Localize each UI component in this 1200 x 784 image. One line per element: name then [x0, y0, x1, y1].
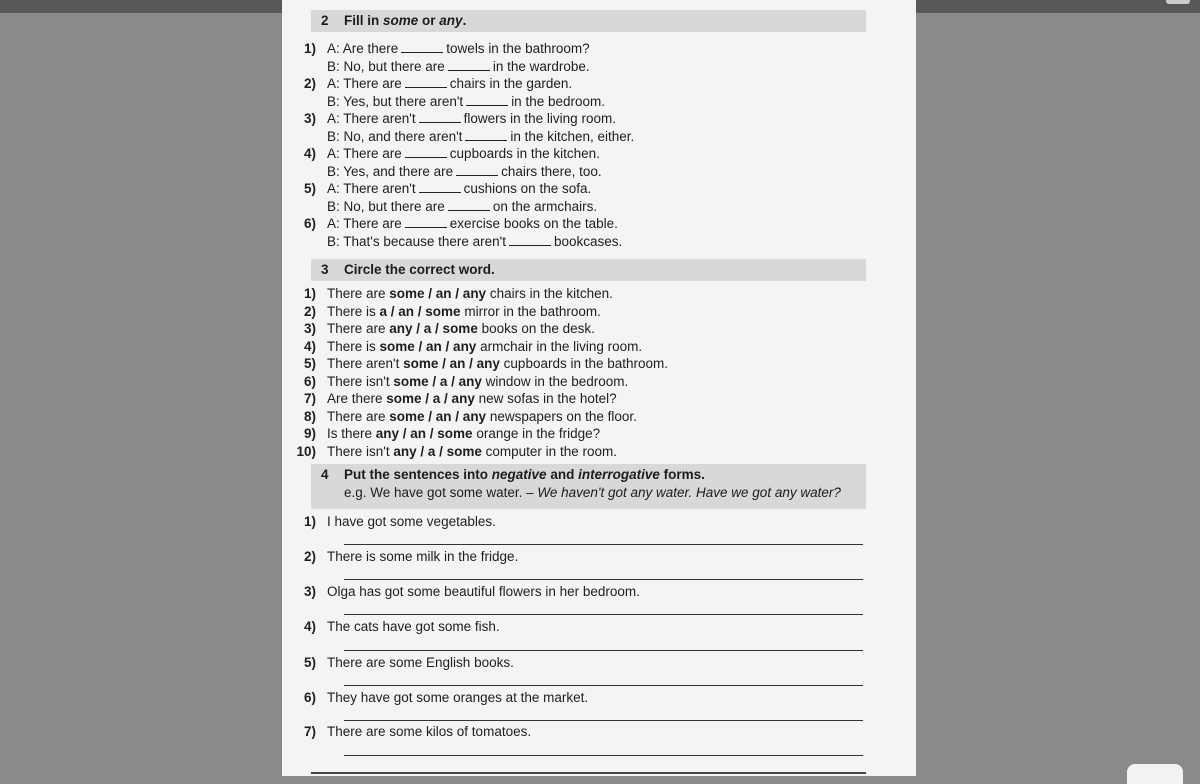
- section-4-example: e.g. We have got some water. – We haven't got any water. Have we got any water?: [344, 485, 841, 500]
- answer-line[interactable]: [344, 614, 863, 615]
- word-choice[interactable]: some / an / any: [389, 408, 487, 424]
- word-choice[interactable]: any / a / some: [389, 321, 478, 336]
- word-choice[interactable]: some / a / any: [393, 373, 482, 389]
- answer-line[interactable]: [344, 650, 863, 651]
- section-4-number: 4: [321, 467, 329, 482]
- answer-blank[interactable]: [448, 58, 490, 71]
- answer-blank[interactable]: [419, 180, 461, 193]
- answer-blank[interactable]: [509, 233, 551, 246]
- answer-blank[interactable]: [405, 215, 447, 228]
- section-2-number: 2: [321, 13, 329, 28]
- word-choice[interactable]: some / a / any: [386, 391, 475, 406]
- word-choice[interactable]: some / an / any: [389, 286, 487, 301]
- answer-blank[interactable]: [405, 75, 447, 88]
- section-3-header: [311, 259, 866, 281]
- section-4-title: Put the sentences into negative and interrogative forms.: [344, 467, 705, 482]
- section-2-title: Fill in some or any.: [344, 13, 467, 28]
- word-choice[interactable]: any / an / some: [375, 426, 473, 441]
- word-choice[interactable]: a / an / some: [379, 303, 461, 319]
- page-bottom-rule: [311, 772, 866, 774]
- word-choice[interactable]: any / a / some: [393, 443, 482, 459]
- answer-blank[interactable]: [401, 40, 443, 53]
- viewer-menu-button[interactable]: [1166, 0, 1190, 4]
- answer-blank[interactable]: [405, 145, 447, 158]
- section-2-header: [311, 10, 866, 32]
- answer-blank[interactable]: [465, 128, 507, 141]
- answer-line[interactable]: [344, 720, 863, 721]
- word-choice[interactable]: some / an / any: [403, 356, 500, 371]
- worksheet-page: 2 Fill in some or any. 1) A: Are there towels in the bathroom? B: No, but there are in the wardrobe. 2) A: There are chairs in the garden. B: Yes, but there aren't in the bedroom. 3) A: There aren't flowers in the living room. B: No, and there aren't in the kitchen, either. 4) A: There are cupboards in the kitchen. B: Yes, and there are chairs there, too. 5) A: There aren't cushions on the sofa. B: No, but there are on the armchairs. 6) A: There are exercise books on the table. B: That's because there aren't bookcases. 3 Circle the correct word. 1) There are some / an / any chairs in the kitchen. 2) There is a / an / some mirror in the bathroom. 3) There are any / a / some books on the desk. 4) There is some / an / any armchair in the living room. 5) There aren't some / an / any cupboards in the bathroom. 6) There isn't some / a / any window in the bedroom. 7) Are there some / a / any new sofas in the hotel? 8) There are some / an / any newspapers on the floor. 9) Is there any / an / some orange in the fridge? 10) There isn't any / a / some computer in the room. 4 Put the sentences into negative and interrogative forms. e.g. We have got some water. – We haven't got any water. Have we got any water? 1) I have got some vegetables. 2) There is some milk in the fridge. 3) Olga has got some beautiful flowers in her bedroom. 4) The cats have got some fish. 5) There are some English books. 6) They have got some oranges at the market. 7) There are some kilos of tomatoes.: [282, 0, 916, 776]
- answer-line[interactable]: [344, 579, 863, 580]
- answer-blank[interactable]: [448, 198, 490, 211]
- answer-blank[interactable]: [466, 93, 508, 106]
- section-4-header: [311, 464, 866, 509]
- answer-line[interactable]: [344, 544, 863, 545]
- answer-blank[interactable]: [456, 163, 498, 176]
- word-choice[interactable]: some / an / any: [379, 338, 477, 354]
- section-3-number: 3: [321, 262, 329, 277]
- answer-line[interactable]: [344, 685, 863, 686]
- section-3-title: Circle the correct word.: [344, 262, 495, 277]
- answer-line[interactable]: [344, 755, 863, 756]
- viewer-corner-button[interactable]: [1127, 764, 1183, 784]
- answer-blank[interactable]: [419, 110, 461, 123]
